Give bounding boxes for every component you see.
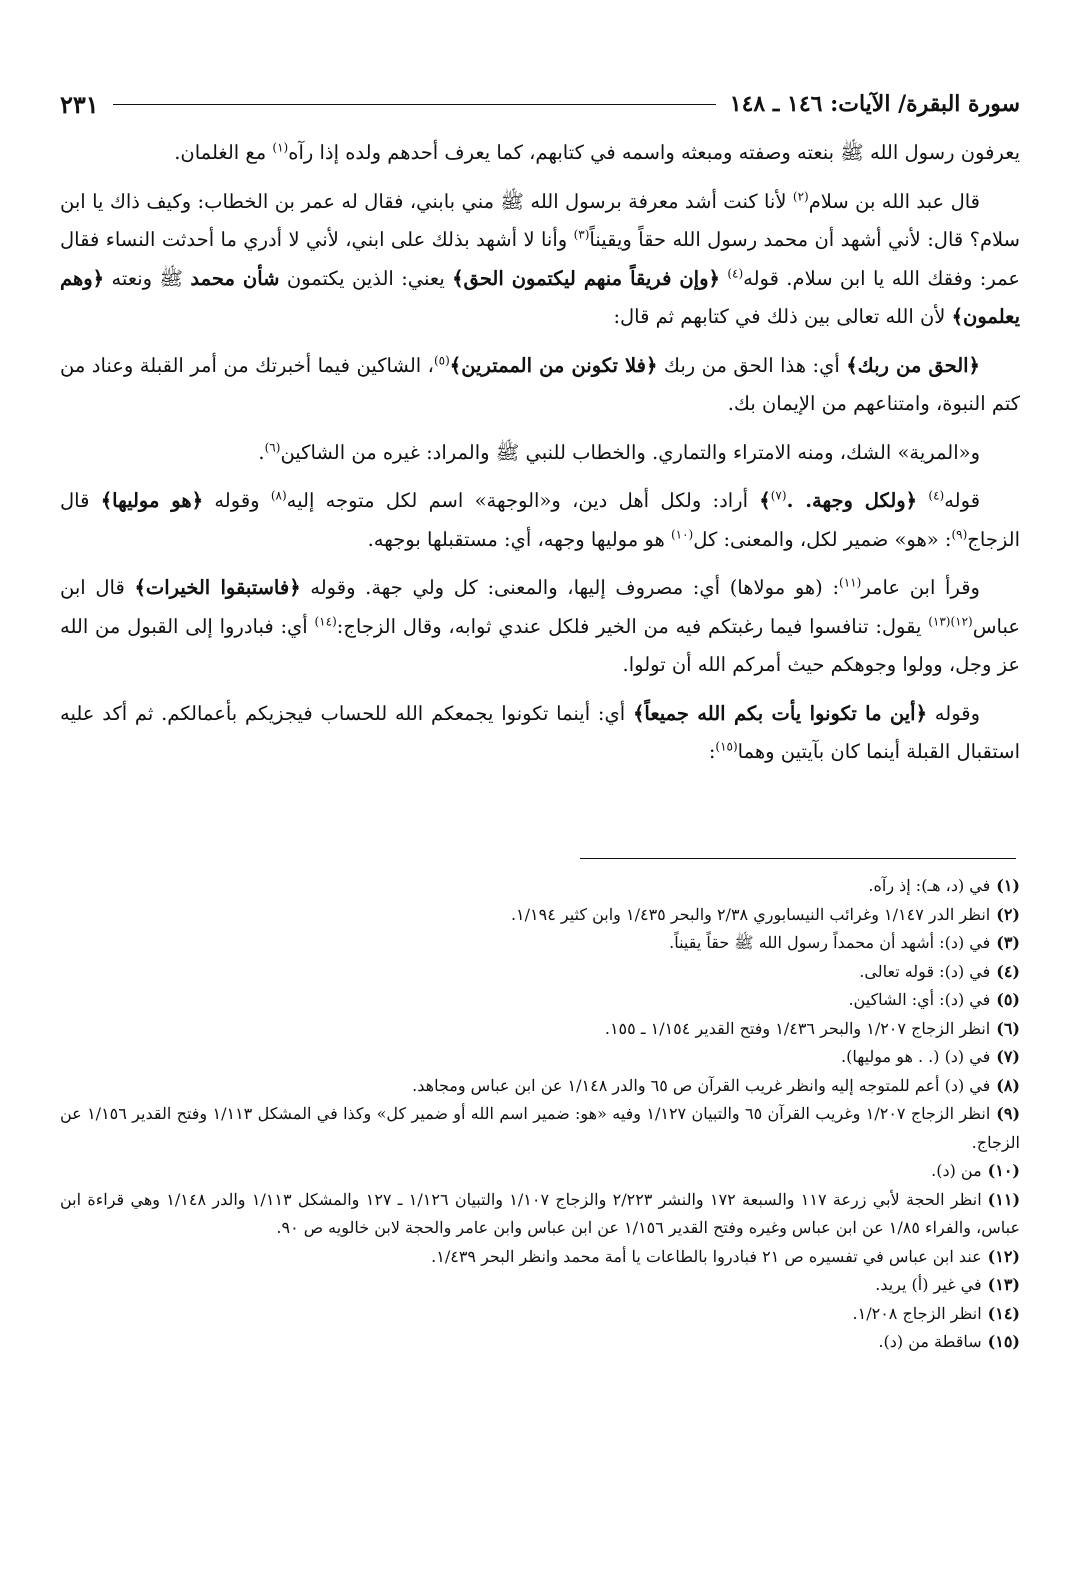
footnote-number: (١٠): [987, 1161, 1020, 1180]
footnote: [60, 1243, 1020, 1272]
text-run: لأنا كنت أشد معرفة برسول الله ﷺ مني بابني، فقال له عمر بن الخطاب: وكيف ذاك يا ابن سلام؟ قال: لأني أشهد أن محمد رسول الله حقاً ويقيناً: [60, 189, 1020, 251]
footnote-text: في (د، هـ): إذ رآه.: [868, 876, 991, 895]
footnote: [60, 986, 1020, 1015]
footnote-number: (١): [996, 876, 1020, 895]
footnote: [60, 1015, 1020, 1044]
quran-quote: ﴿هو موليها﴾: [100, 489, 204, 512]
footnote-ref: (٧): [770, 488, 787, 503]
page-number: ٢٣١: [60, 89, 99, 119]
quran-quote: ﴿فلا تكونن من الممترين﴾: [449, 353, 658, 377]
footnote-text: عند ابن عباس في تفسيره ص ٢١ فبادروا بالطاعات يا أمة محمد وانظر البحر ١/٤٣٩.: [431, 1246, 982, 1266]
footnote-ref: (١٢)(١٣): [928, 614, 973, 628]
footnote-number: (٥): [996, 990, 1020, 1009]
text-run: وأنا لا أشهد بذلك على ابني، لأني لا أدري ما أحدثت النساء فقال عمر: وفقك الله يا ابن سلام. قوله: [60, 228, 1020, 290]
quran-quote: ﴿وهم يعلمون﴾: [60, 266, 1020, 328]
page-header: [60, 84, 1020, 124]
text-run: : (هو مولاها) أي: مصروف إليها، والمعنى: كل ولي جهة. وقوله: [300, 576, 840, 599]
text-run: ﷺ ونعته: [104, 266, 191, 290]
footnote-number: (٢): [996, 904, 1020, 924]
quran-quote: ﴿وإن فريقاً منهم ليكتمون الحق﴾: [452, 266, 720, 290]
footnote-text: في (د): أشهد أن محمداً رسول الله ﷺ حقاً يقيناً.: [669, 933, 991, 952]
running-title: سورة البقرة/ الآيات: ١٤٦ ـ ١٤٨: [729, 91, 1020, 117]
footnote-text: ساقطة من (د).: [878, 1332, 982, 1351]
text-run: يعرفون رسول الله ﷺ بنعته وصفته ومبعثه واسمه في كتابهم، كما يعرف أحدهم ولده إذا رآه: [288, 141, 1020, 164]
quran-quote: ﴾: [759, 489, 771, 512]
footnote: [60, 872, 1020, 901]
main-text: [60, 134, 1020, 782]
footnote-ref: (١٤): [314, 614, 337, 628]
footnote-ref: (٣): [573, 227, 590, 242]
footnote-ref: (١١): [839, 575, 862, 590]
quran-quote: ﴿الحق من ربك﴾: [846, 353, 980, 377]
text-run: :: [708, 740, 716, 763]
footnote-number: (١٣): [987, 1275, 1020, 1294]
footnote: [60, 1186, 1020, 1243]
quran-quote: شأن محمد: [190, 266, 280, 290]
footnote-ref: (٦): [264, 440, 281, 454]
text-run: قال ابن عباس: [60, 576, 1020, 638]
paragraph: [60, 482, 1020, 559]
footnote-separator: [580, 858, 1016, 859]
footnote-text: في (د): أي: الشاكين.: [848, 990, 991, 1009]
text-run: و«المرية» الشك، ومنه الامتراء والتماري. والخطاب للنبي ﷺ والمراد: غيره من الشاكين: [280, 440, 980, 464]
footnote-text: انظر الزجاج ١/٢٠٨.: [852, 1303, 982, 1323]
text-run: وقوله: [927, 701, 981, 725]
footnote: [60, 1157, 1020, 1186]
footnote-ref: (٤): [727, 266, 744, 280]
footnote: [60, 1300, 1020, 1329]
paragraph: [60, 569, 1020, 685]
header-rule: [113, 104, 716, 105]
footnote-number: (٦): [996, 1018, 1020, 1038]
footnote-ref: (٤): [928, 488, 945, 503]
text-run: قوله: [944, 489, 981, 512]
footnote-ref: (١٠): [670, 527, 694, 541]
text-run: لأن الله تعالى بين ذلك في كتابهم ثم قال:: [613, 305, 952, 328]
text-run: أي: أينما تكونوا يجمعكم الله للحساب فيجزيكم بأعمالكم. ثم أكد عليه استقبال القبلة أينما كان بآيتين وهما: [60, 701, 1020, 763]
footnote-text: انظر الدر ١/١٤٧ وغرائب النيسابوري ٢/٣٨ والبحر ١/٤٣٥ وابن كثير ١/١٩٤.: [510, 904, 991, 924]
text-run: ، الشاكين فيما أخبرتك من أمر القبلة وعناد من كتم النبوة، وامتناعهم من الإيمان بك.: [60, 353, 1020, 415]
footnote: [60, 1043, 1020, 1072]
footnote-text: انظر الزجاج ١/٢٠٧ وغريب القرآن ٦٥ والتبيان ١/١٢٧ وفيه «هو: ضمير اسم الله أو ضمير كل» وكذا في المشكل ١/١١٣ وفتح القدير ١/١٥٦ عن الزجاج.: [60, 1104, 1020, 1152]
footnote-ref: (٨): [270, 488, 287, 503]
footnote-number: (١٤): [987, 1303, 1020, 1323]
text-run: وقرأ ابن عامر: [861, 576, 980, 599]
footnote: [60, 1072, 1020, 1101]
quran-quote: ﴿فاستبقوا الخيرات﴾: [134, 576, 301, 599]
paragraph: [60, 695, 1020, 772]
footnote: [60, 929, 1020, 958]
footnote-number: (٤): [996, 961, 1020, 981]
text-run: أراد: ولكل أهل دين، و«الوجهة» اسم لكل متوجه إليه: [286, 489, 760, 512]
paragraph: [60, 347, 1020, 424]
text-run: أي: هذا الحق من ربك: [657, 353, 847, 377]
text-run: يقول: تنافسوا فيما رغبتكم فيه من الخير فلكل عندي ثوابه، وقال الزجاج:: [336, 614, 929, 638]
text-run: قال الزجاج: [60, 489, 1020, 551]
text-run: أي: فبادروا إلى القبول من الله عز وجل، وولوا وجوهكم حيث أمركم الله أن تولوا.: [60, 614, 1020, 676]
footnote-text: في (د) (. . هو موليها).: [840, 1047, 991, 1066]
text-run: يعني: الذين يكتمون: [279, 266, 453, 290]
footnote-text: انظر الحجة لأبي زرعة ١١٧ والسبعة ١٧٢ والنشر ٢/٢٢٣ والزجاج ١/١٠٧ والتبيان ١/١٢٦ ـ ١٢٧ والمشكل ١/١١٣ والدر ١/١٤٨ وهي قراءة ابن عباس، والفراء ١/٨٥ عن ابن عباس وغيره وفتح القدير ١/١٥٦ عن ابن عباس وابن عامر والحجة لابن خالويه ص ٩٠.: [60, 1189, 1020, 1237]
footnote-number: (٧): [996, 1047, 1020, 1066]
text-run: وقوله: [203, 489, 271, 512]
text-run: قال عبد الله بن سلام: [808, 189, 980, 213]
paragraph: [60, 434, 1020, 473]
quran-quote: ﴿ولكل وجهة. .: [786, 489, 918, 512]
text-run: [917, 489, 928, 512]
footnote-ref: (٥): [433, 353, 450, 367]
text-run: هو موليها وجهه، أي: مستقبلها بوجهه.: [367, 527, 671, 551]
footnote-number: (١٥): [987, 1332, 1020, 1351]
text-run: .: [258, 440, 265, 464]
footnote-number: (٨): [996, 1075, 1020, 1095]
footnote: [60, 1328, 1020, 1357]
footnote-ref: (١): [272, 140, 289, 155]
footnote-text: في (د) أعم للمتوجه إليه وانظر غريب القرآن ص ٦٥ والدر ١/١٤٨ عن ابن عباس ومجاهد.: [412, 1075, 991, 1095]
footnote-text: في (د): قوله تعالى.: [859, 961, 991, 981]
footnote-ref: (٩): [951, 527, 968, 541]
paragraph: [60, 183, 1020, 337]
footnote-number: (١١): [987, 1189, 1021, 1209]
footnote: [60, 1271, 1020, 1300]
footnote-text: في غير (أ) يريد.: [875, 1275, 982, 1294]
text-run: مع الغلمان.: [174, 141, 273, 164]
quran-quote: ﴿أين ما تكونوا يأت بكم الله جميعاً﴾: [632, 701, 928, 725]
paragraph: [60, 134, 1020, 173]
text-run: : «هو» ضمير لكل، والمعنى: كل: [693, 527, 952, 551]
footnote: [60, 901, 1020, 930]
footnote-number: (٩): [996, 1104, 1021, 1123]
footnote-text: من (د).: [931, 1161, 982, 1180]
footnote: [60, 958, 1020, 987]
footnote-ref: (٢): [792, 189, 809, 203]
footnote-number: (١٢): [987, 1246, 1020, 1266]
footnote-number: (٣): [996, 933, 1020, 952]
footnotes: [60, 872, 1020, 1357]
footnote-ref: (١٥): [715, 739, 738, 754]
footnote: [60, 1100, 1020, 1157]
footnote-text: انظر الزجاج ١/٢٠٧ والبحر ١/٤٣٦ وفتح القدير ١/١٥٤ ـ ١٥٥.: [604, 1018, 991, 1038]
